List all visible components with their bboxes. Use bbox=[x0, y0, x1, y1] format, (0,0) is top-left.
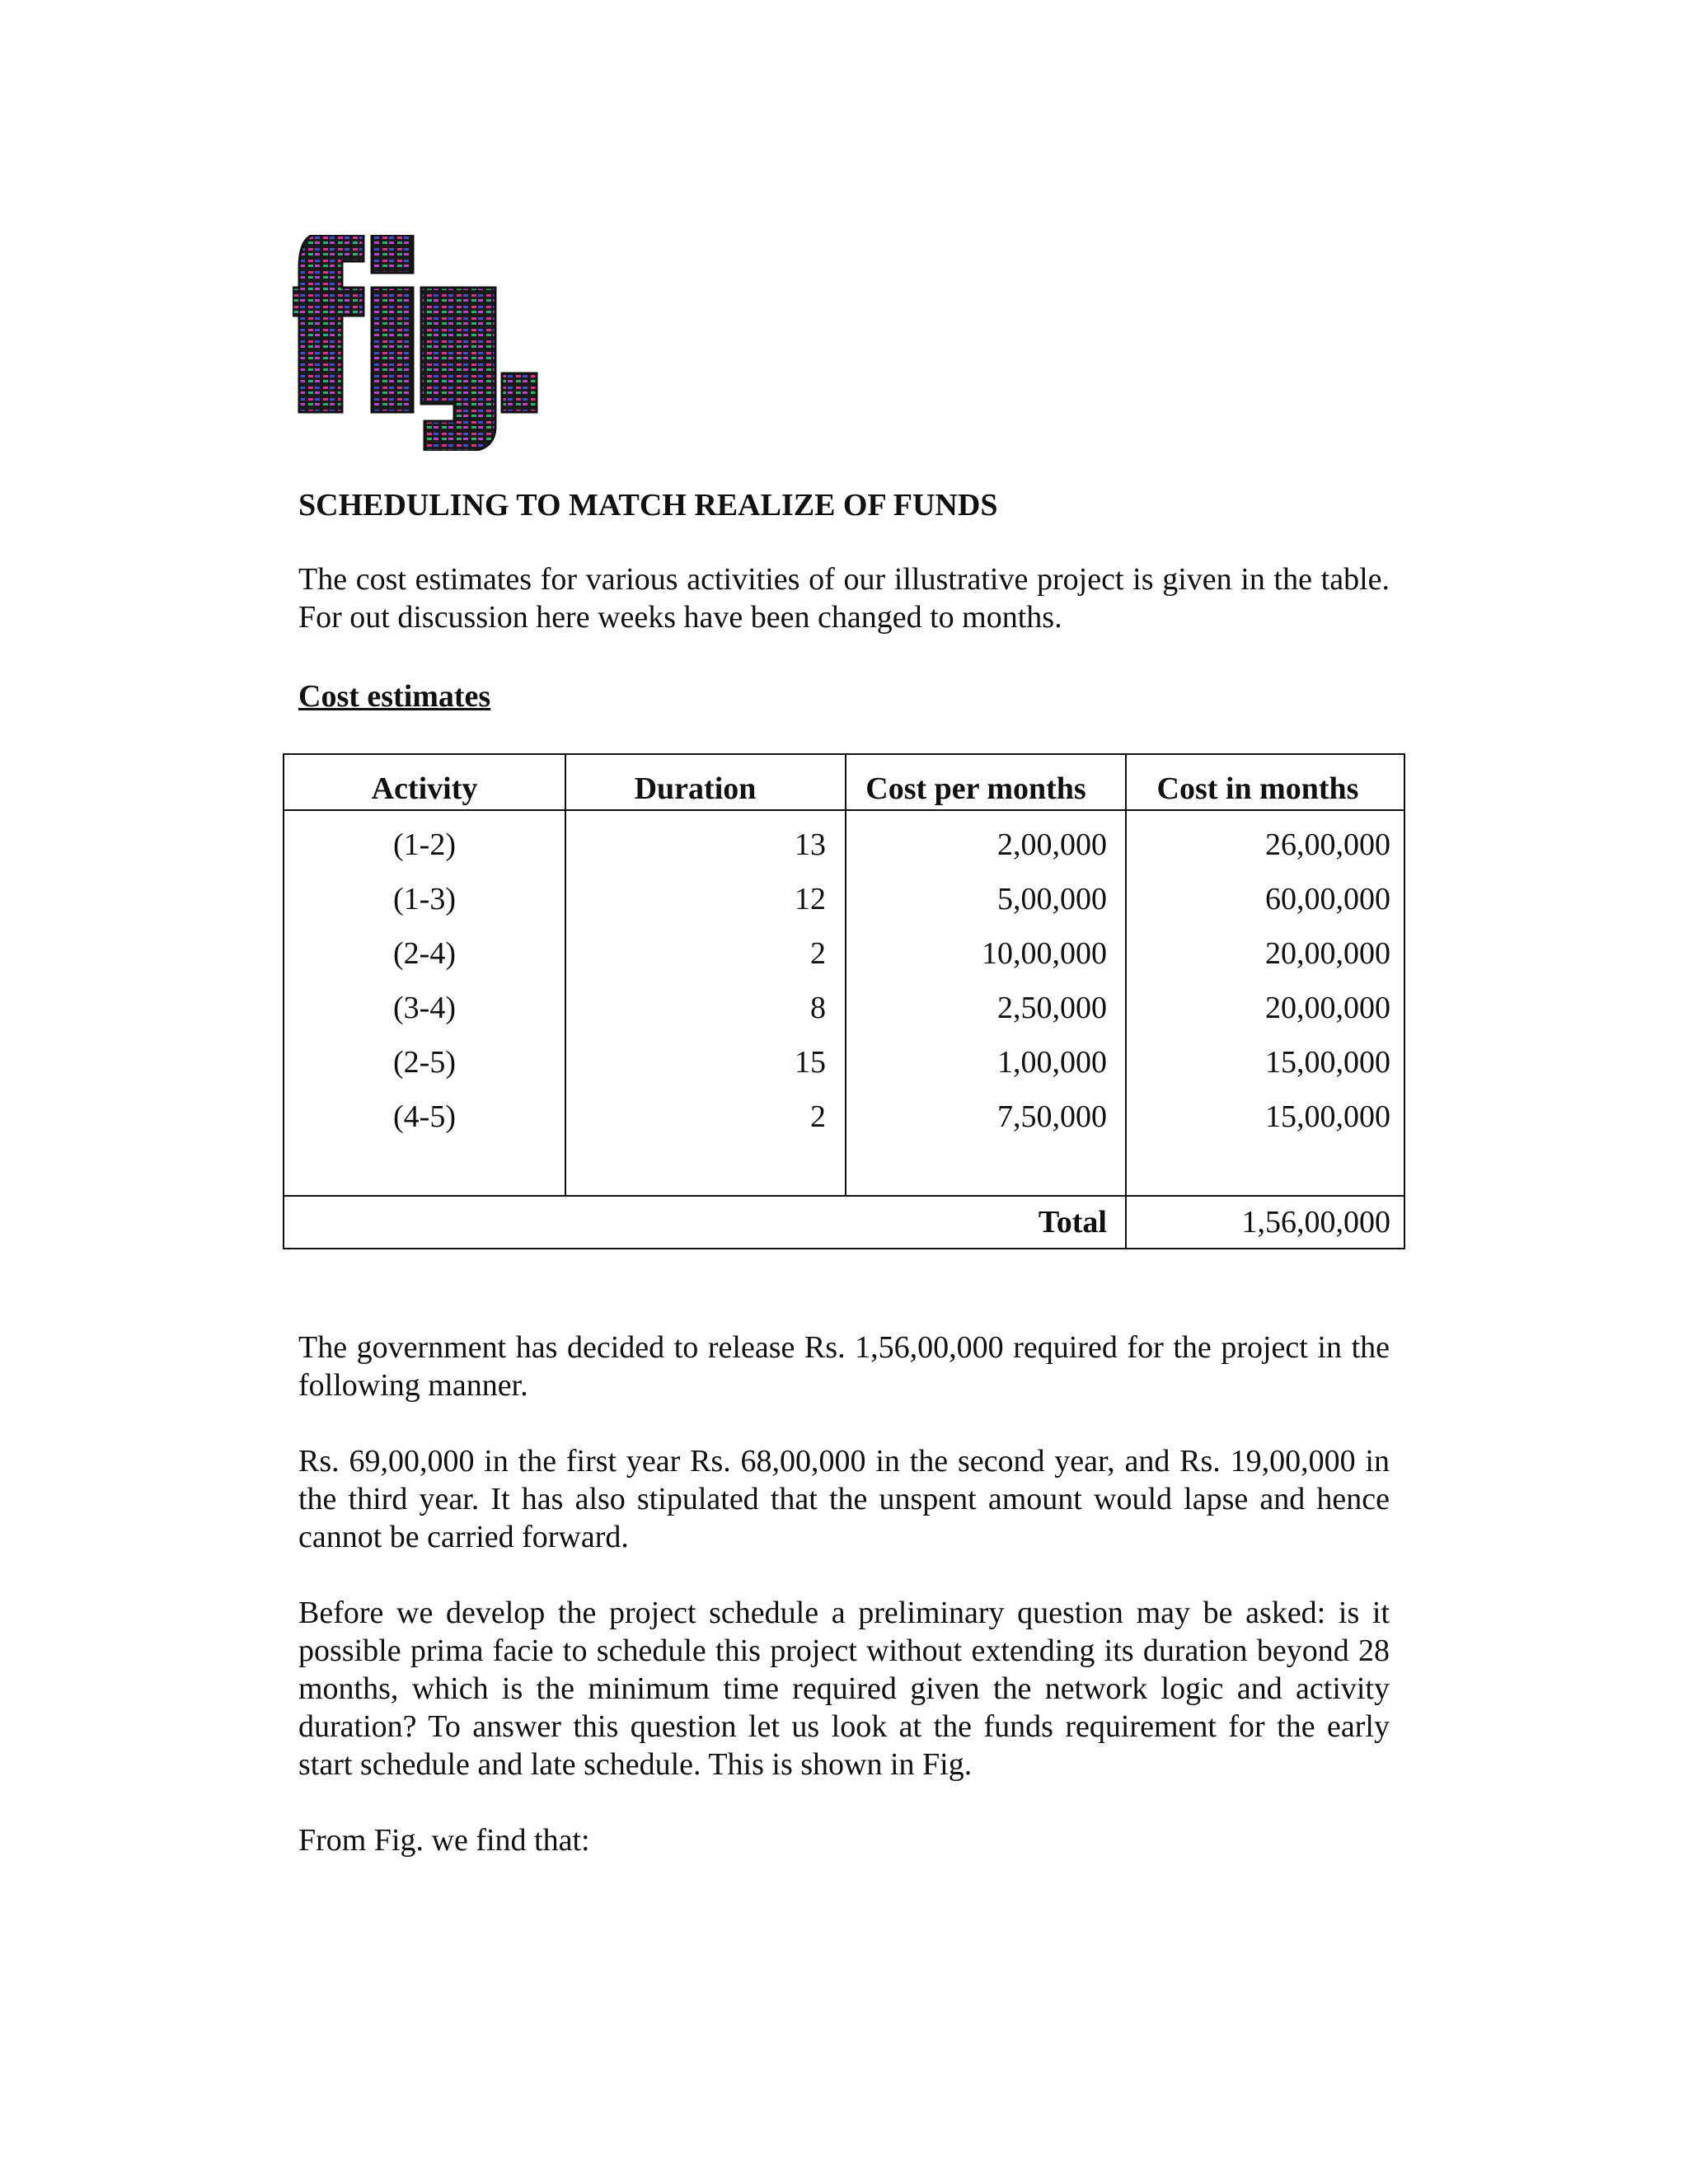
cell-activity: (2-5) bbox=[393, 1045, 456, 1080]
cost-estimates-table bbox=[283, 753, 1405, 1249]
cell-duration: 15 bbox=[795, 1045, 826, 1080]
header-divider bbox=[284, 809, 1404, 811]
cell-cost-in-months: 26,00,000 bbox=[1265, 827, 1390, 862]
fig-logo bbox=[293, 235, 540, 451]
total-value: 1,56,00,000 bbox=[1241, 1205, 1390, 1240]
cell-cost-in-months: 15,00,000 bbox=[1265, 1045, 1390, 1080]
cell-cost-per-month: 10,00,000 bbox=[982, 936, 1107, 971]
cell-duration: 12 bbox=[795, 882, 826, 916]
cell-cost-per-month: 7,50,000 bbox=[997, 1099, 1107, 1134]
cell-activity: (1-2) bbox=[393, 827, 456, 862]
cell-cost-in-months: 20,00,000 bbox=[1265, 991, 1390, 1025]
cell-activity: (4-5) bbox=[393, 1099, 456, 1134]
paragraph-from-fig: From Fig. we find that: bbox=[298, 1823, 590, 1858]
cell-cost-per-month: 5,00,000 bbox=[997, 882, 1107, 916]
cell-cost-per-month: 1,00,000 bbox=[997, 1045, 1107, 1080]
cell-activity: (1-3) bbox=[393, 882, 456, 916]
cell-cost-in-months: 15,00,000 bbox=[1265, 1099, 1390, 1134]
cell-cost-in-months: 60,00,000 bbox=[1265, 882, 1390, 916]
paragraph-release: The government has decided to release Rs. 1,56,00,000 required for the project in the following manner. bbox=[298, 1330, 1390, 1403]
total-divider bbox=[284, 1195, 1404, 1197]
cell-activity: (3-4) bbox=[393, 991, 456, 1025]
section-heading: SCHEDULING TO MATCH REALIZE OF FUNDS bbox=[298, 488, 998, 523]
total-label: Total bbox=[1038, 1205, 1107, 1240]
table-title: Cost estimates bbox=[298, 679, 491, 714]
paragraph-yearly-amounts: Rs. 69,00,000 in the first year Rs. 68,00,000 in the second year, and Rs. 19,00,000 in the third year. It has also stipulated that the unspent amount would lapse and hence cannot be carried forward. bbox=[298, 1444, 1390, 1554]
cell-duration: 8 bbox=[810, 991, 826, 1025]
cell-activity: (2-4) bbox=[393, 936, 456, 971]
cell-duration: 13 bbox=[795, 827, 826, 862]
header-duration: Duration bbox=[634, 771, 757, 806]
cell-duration: 2 bbox=[810, 936, 826, 971]
cell-duration: 2 bbox=[810, 1099, 826, 1134]
cell-cost-per-month: 2,50,000 bbox=[997, 991, 1107, 1025]
intro-paragraph: The cost estimates for various activities of our illustrative project is given in the table. For out discussion here weeks have been changed to months. bbox=[298, 562, 1390, 635]
cell-cost-per-month: 2,00,000 bbox=[997, 827, 1107, 862]
paragraph-preliminary-question: Before we develop the project schedule a preliminary question may be asked: is it possible prima facie to schedule this project without extending its duration beyond 28 months, which is the minimum time required given the network logic and activity duration? To answer this question let us look at the funds requirement for the early start schedule and late schedule. This is shown in Fig. bbox=[298, 1596, 1390, 1782]
header-cost-per-months: Cost per months bbox=[865, 771, 1086, 806]
header-cost-in-months: Cost in months bbox=[1156, 771, 1359, 806]
header-activity: Activity bbox=[371, 771, 478, 806]
cell-cost-in-months: 20,00,000 bbox=[1265, 936, 1390, 971]
